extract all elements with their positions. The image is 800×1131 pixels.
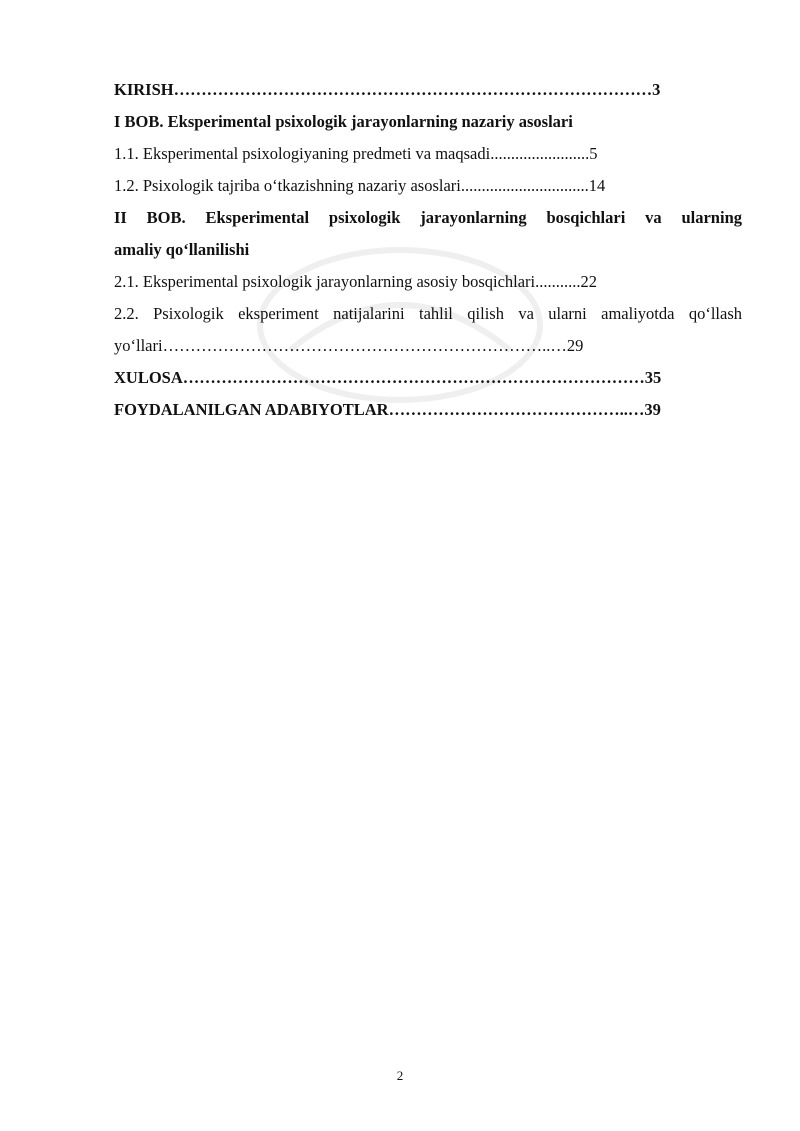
page-number: 2 (396, 1068, 404, 1083)
toc-chapter-1-title: I BOB. Eksperimental psixologik jarayonlarning nazariy asoslari (114, 112, 573, 131)
toc-chapter-2-title-line-1: II BOB. Eksperimental psixologik jarayonlarning bosqichlari va ularning (114, 208, 742, 227)
toc-conclusion: XULOSA…………………………………………………………………………35 (114, 368, 662, 387)
toc-section-1-2: 1.2. Psixologik tajriba o‘tkazishning nazariy asoslari...............................14 (114, 176, 606, 195)
toc-section-2-2-line-2: yo‘llari……………………………………………………………..…29 (114, 336, 584, 355)
table-of-contents (114, 74, 742, 426)
toc-section-2-1: 2.1. Eksperimental psixologik jarayonlarning asosiy bosqichlari...........22 (114, 272, 598, 291)
toc-chapter-2-title-line-2: amaliy qo‘llanilishi (114, 240, 250, 259)
toc-section-2-2-line-1: 2.2. Psixologik eksperiment natijalarini tahlil qilish va ularni amaliyotda qo‘llash (114, 304, 742, 323)
toc-intro: KIRISH……………………………………………………………………………3 (114, 80, 661, 99)
toc-section-1-1: 1.1. Eksperimental psixologiyaning predmeti va maqsadi........................5 (114, 144, 598, 163)
toc-references: FOYDALANILGAN ADABIYOTLAR……………………………………..…39 (114, 400, 661, 419)
